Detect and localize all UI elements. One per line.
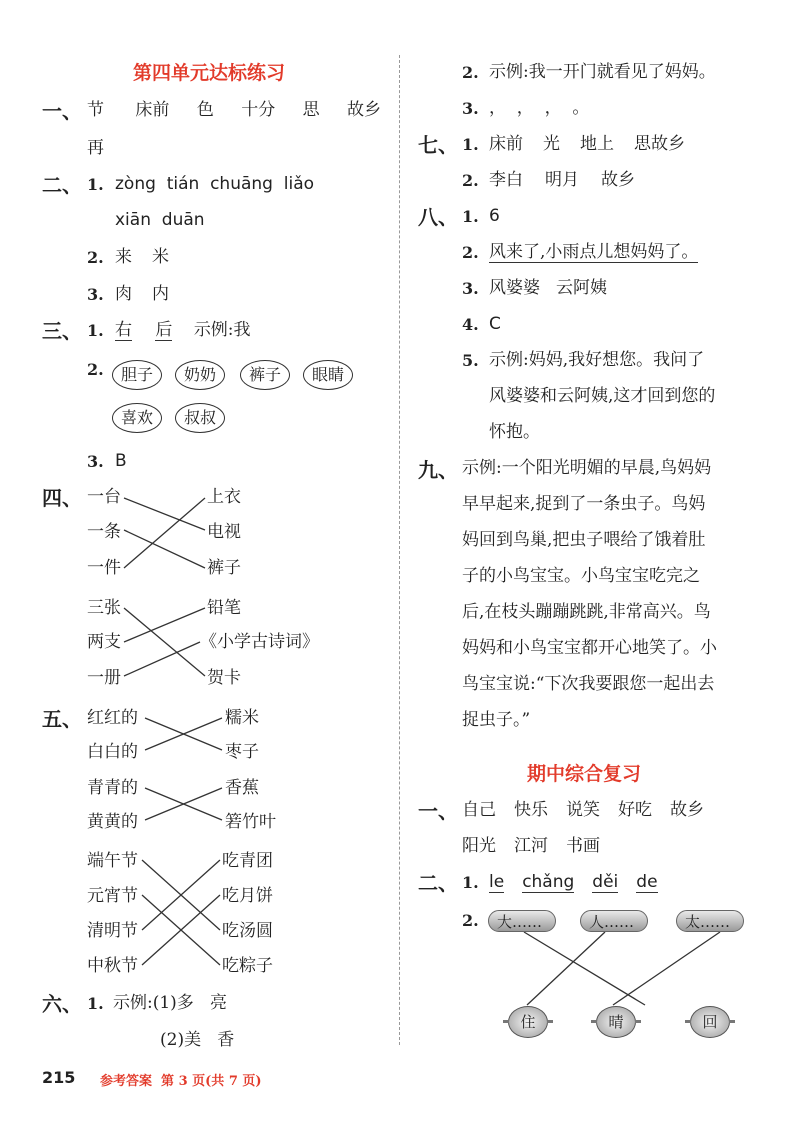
match-left: 红红的 xyxy=(87,708,138,728)
essay-line: 妈回到鸟巢,把虫子喂给了饿着肚 xyxy=(462,530,706,550)
circled-word: 叔叔 xyxy=(175,403,225,433)
answer-8-3 xyxy=(489,278,607,298)
circled-word: 裤子 xyxy=(240,360,290,390)
pinyin-word: chǎng xyxy=(522,872,575,892)
match-right: 吃粽子 xyxy=(222,956,273,976)
match-left: 一件 xyxy=(87,558,121,578)
word: 云阿姨 xyxy=(556,278,607,298)
circled-word: 眼睛 xyxy=(303,360,353,390)
match-left: 青青的 xyxy=(87,778,138,798)
word: 思 xyxy=(302,100,320,120)
circled-word: 胆子 xyxy=(112,360,162,390)
word: 故乡 xyxy=(670,800,704,820)
answer-8-4: C xyxy=(489,314,501,334)
word: 床前 xyxy=(135,100,170,120)
item-number: 2. xyxy=(462,171,479,190)
section-1-line2: 再 xyxy=(87,138,104,158)
word: 风婆婆 xyxy=(489,278,540,298)
word: 地上 xyxy=(580,134,614,154)
mushroom-card: 太…… xyxy=(676,910,744,932)
match-left: 一台 xyxy=(87,487,121,507)
match-left: 黄黄的 xyxy=(87,812,138,832)
answer-8-5-line: 风婆婆和云阿姨,这才回到您的 xyxy=(489,386,716,406)
match-line xyxy=(124,498,205,568)
essay-line: 捉虫子。” xyxy=(462,710,531,730)
section-7-marker: 七、 xyxy=(418,133,458,157)
word: 书画 xyxy=(566,836,600,856)
pinyin-line-2: xiān duān xyxy=(115,210,205,230)
essay-line: 示例:一个阳光明媚的早晨,鸟妈妈 xyxy=(462,458,712,478)
mushroom-card: 人…… xyxy=(580,910,648,932)
item-number: 2. xyxy=(87,248,104,267)
item-number: 1. xyxy=(462,873,479,892)
match-line xyxy=(124,608,205,676)
answer-8-2: 风来了,小雨点儿想妈妈了。 xyxy=(489,242,699,262)
essay-line: 后,在枝头蹦蹦跳跳,非常高兴。鸟 xyxy=(462,602,711,622)
match-right: 铅笔 xyxy=(207,598,241,618)
word: 故乡 xyxy=(347,100,382,120)
word: 光 xyxy=(543,134,560,154)
match-right: 糯米 xyxy=(225,708,259,728)
match-right: 香蕉 xyxy=(225,778,259,798)
midterm-row-2 xyxy=(462,836,600,856)
footer-text: 参考答案 第 3 页(共 7 页) xyxy=(100,1074,262,1089)
item-number: 1. xyxy=(462,135,479,154)
lantern-card: 晴 xyxy=(596,1006,636,1038)
essay-line: 早早起来,捉到了一条虫子。鸟妈 xyxy=(462,494,706,514)
word: 自己 xyxy=(462,800,496,820)
page-number: 215 xyxy=(42,1068,76,1087)
circled-word: 喜欢 xyxy=(112,403,162,433)
match-right: 裤子 xyxy=(207,558,241,578)
match-line xyxy=(527,932,605,1005)
item-number: 2. xyxy=(462,911,479,930)
match-right: 吃青团 xyxy=(222,851,273,871)
word: 床前 xyxy=(489,134,523,154)
item-number: 5. xyxy=(462,351,479,370)
midterm-row-1 xyxy=(462,800,704,820)
answer-8-5-line: 怀抱。 xyxy=(489,422,540,442)
item-number: 4. xyxy=(462,315,479,334)
item-number: 1. xyxy=(87,994,104,1013)
pinyin-word: de xyxy=(636,872,658,892)
answer-6-3: ， ， ， 。 xyxy=(489,98,590,118)
match-left: 元宵节 xyxy=(87,886,138,906)
item-number: 1. xyxy=(462,207,479,226)
answer-7-2 xyxy=(489,170,635,190)
word: 江河 xyxy=(514,836,548,856)
match-line xyxy=(124,498,205,530)
word: 好吃 xyxy=(618,800,652,820)
pinyin-line-1: zòng tián chuāng liǎo xyxy=(115,174,315,194)
word: 快乐 xyxy=(514,800,548,820)
pinyin-word: le xyxy=(489,872,505,892)
essay-line: 子的小鸟宝宝。小鸟宝宝吃完之 xyxy=(462,566,700,586)
word: 节 xyxy=(87,100,104,120)
underlined-word: 右 xyxy=(115,320,132,340)
word: 思故乡 xyxy=(634,134,685,154)
match-right: 吃汤圆 xyxy=(222,921,273,941)
match-right: 吃月饼 xyxy=(222,886,273,906)
match-line xyxy=(124,530,205,568)
word: 故乡 xyxy=(601,170,635,190)
midterm-section-1-marker: 一、 xyxy=(418,799,458,823)
match-right: 箬竹叶 xyxy=(225,812,276,832)
section-9-marker: 九、 xyxy=(418,458,458,482)
midterm-section-2-marker: 二、 xyxy=(418,871,458,895)
match-line xyxy=(613,932,720,1005)
mushroom-card: 大…… xyxy=(488,910,556,932)
answer-3-3: B xyxy=(115,451,127,471)
pinyin-answers xyxy=(489,872,658,892)
circled-word: 奶奶 xyxy=(175,360,225,390)
match-left: 三张 xyxy=(87,598,121,618)
word: 内 xyxy=(152,284,169,304)
match-left: 中秋节 xyxy=(87,956,138,976)
essay-line: 鸟宝宝说:“下次我要跟您一起出去 xyxy=(462,674,715,694)
column-divider xyxy=(399,55,400,1045)
match-right: 贺卡 xyxy=(207,668,241,688)
section-1-marker: 一、 xyxy=(42,99,82,123)
word: 肉 xyxy=(115,284,132,304)
match-line xyxy=(124,642,200,676)
match-right: 上衣 xyxy=(207,487,241,507)
item-number: 2. xyxy=(462,63,479,82)
item-number: 3. xyxy=(87,452,104,471)
answer-8-1: 6 xyxy=(489,206,500,226)
lantern-card: 回 xyxy=(690,1006,730,1038)
answer-8-5-line: 示例:妈妈,我好想您。我问了 xyxy=(489,350,705,370)
section-4-marker: 四、 xyxy=(42,486,82,510)
match-left: 端午节 xyxy=(87,851,138,871)
word: 李白 xyxy=(489,170,523,190)
item-number: 3. xyxy=(462,279,479,298)
answer-6-1: 示例:(1)多 亮 xyxy=(113,993,228,1013)
word: 米 xyxy=(152,247,169,267)
midterm-title: 期中综合复习 xyxy=(527,763,642,785)
lantern-card: 住 xyxy=(508,1006,548,1038)
item-number: 3. xyxy=(462,99,479,118)
section-3-marker: 三、 xyxy=(42,319,82,343)
match-line xyxy=(524,932,645,1005)
essay-line: 妈妈和小鸟宝宝都开心地笑了。小 xyxy=(462,638,717,658)
match-left: 一条 xyxy=(87,522,121,542)
section-6-marker: 六、 xyxy=(42,992,82,1016)
match-left: 清明节 xyxy=(87,921,138,941)
item-number: 1. xyxy=(87,175,104,194)
match-left: 两支 xyxy=(87,632,121,652)
match-left: 白白的 xyxy=(87,742,138,762)
match-right: 枣子 xyxy=(225,742,259,762)
item-number: 2. xyxy=(87,360,104,379)
word: 明月 xyxy=(545,170,579,190)
item-number: 3. xyxy=(87,285,104,304)
match-right: 电视 xyxy=(207,522,241,542)
pinyin-word: děi xyxy=(592,872,619,892)
word: 色 xyxy=(196,100,214,120)
example-text: 示例:我 xyxy=(193,320,251,340)
match-left: 一册 xyxy=(87,668,121,688)
section-5-marker: 五、 xyxy=(42,707,82,731)
answer-6-1b: (2)美 香 xyxy=(160,1030,235,1050)
answer-7-1 xyxy=(489,134,685,154)
match-right: 《小学古诗词》 xyxy=(200,632,319,652)
word: 阳光 xyxy=(462,836,496,856)
underlined-word: 后 xyxy=(155,320,173,340)
section-2-marker: 二、 xyxy=(42,173,82,197)
item-number: 1. xyxy=(87,321,104,340)
word: 十分 xyxy=(241,100,276,120)
answer-6-2: 示例:我一开门就看见了妈妈。 xyxy=(489,62,716,82)
item-number: 2. xyxy=(462,243,479,262)
unit-title: 第四单元达标练习 xyxy=(133,62,286,84)
word: 说笑 xyxy=(566,800,600,820)
match-line xyxy=(124,608,205,642)
section-8-marker: 八、 xyxy=(418,205,458,229)
word: 来 xyxy=(115,247,132,267)
